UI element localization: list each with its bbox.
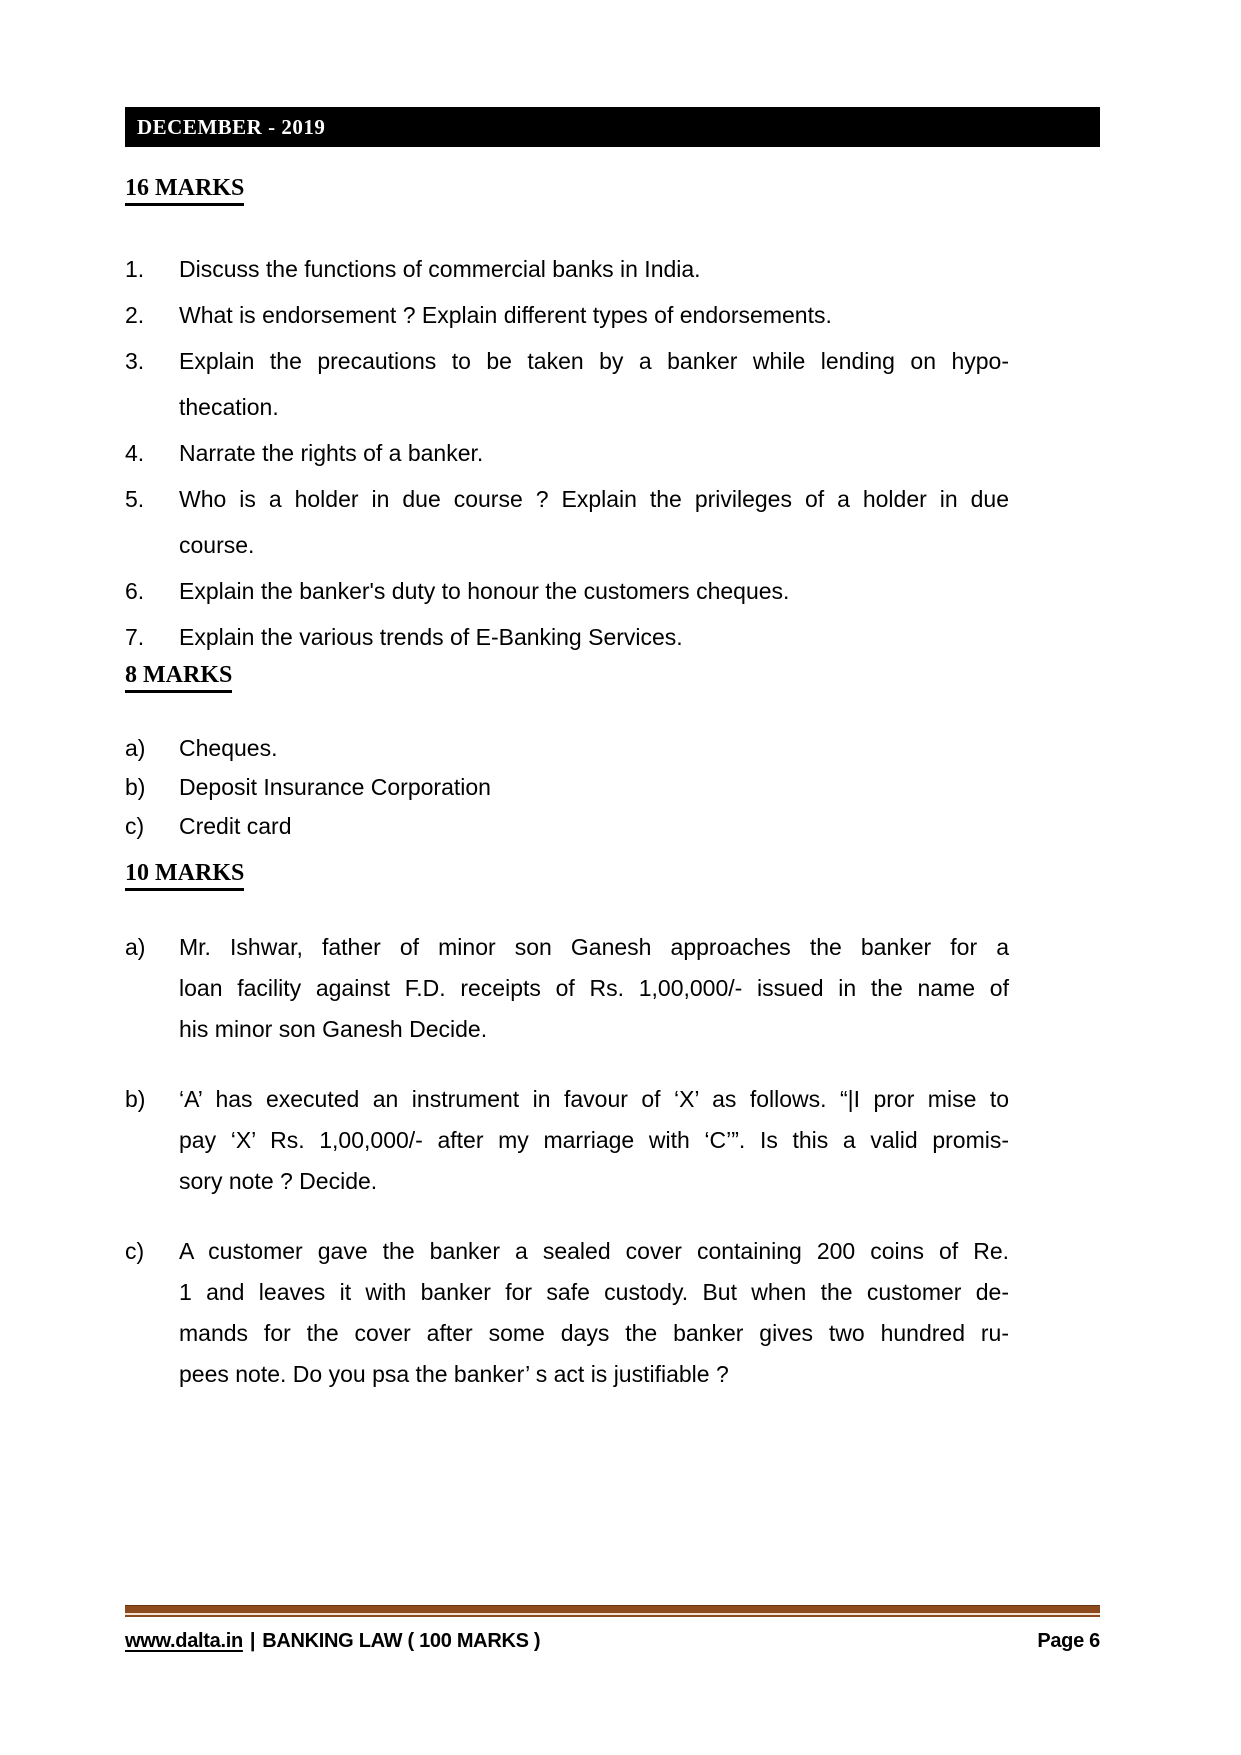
case-letter: b) — [125, 1086, 146, 1112]
case-text: A customer gave the banker a sealed cover containing 200 coins of Re. 1 and leaves it with banker for safe custody. But when the customer de- mands for the cover after some days the banker gives two hundred ru- pees note. Do you psa the banker’ s act is justifiable ? — [179, 1238, 1009, 1387]
question-text: Explain the various trends of E-Banking Services. — [179, 624, 683, 650]
topic-item — [125, 729, 1100, 768]
question-item — [125, 430, 1100, 476]
question-text: Discuss the functions of commercial banks in India. — [179, 256, 701, 282]
question-number: 6. — [125, 578, 145, 604]
question-text: Explain the precautions to be taken by a banker while lending on hypo- thecation. — [179, 348, 1009, 420]
case-item — [125, 1079, 1100, 1202]
footer-separator: | — [249, 1630, 256, 1652]
topic-text: Cheques. — [179, 735, 278, 761]
question-number: 3. — [125, 348, 145, 374]
question-text: Explain the banker's duty to honour the customers cheques. — [179, 578, 790, 604]
topic-text: Deposit Insurance Corporation — [179, 774, 491, 800]
case-item — [125, 1231, 1100, 1395]
section-heading-10-marks: 10 MARKS — [125, 860, 1100, 891]
question-number: 5. — [125, 486, 145, 512]
question-item — [125, 476, 1100, 568]
question-text: Who is a holder in due course ? Explain the privileges of a holder in due course. — [179, 486, 1009, 558]
footer — [125, 1630, 1100, 1653]
case-item — [125, 927, 1100, 1050]
question-text: What is endorsement ? Explain different types of endorsements. — [179, 302, 832, 328]
question-text: Narrate the rights of a banker. — [179, 440, 484, 466]
topic-item — [125, 807, 1100, 846]
page-number: Page 6 — [1037, 1630, 1100, 1652]
topic-list-8-marks — [125, 729, 1100, 846]
case-letter: a) — [125, 934, 146, 960]
topic-letter: c) — [125, 813, 145, 839]
question-number: 7. — [125, 624, 145, 650]
question-list-16-marks — [125, 246, 1100, 660]
question-number: 4. — [125, 440, 145, 466]
section-heading-16-marks: 16 MARKS — [125, 175, 1100, 206]
question-number: 1. — [125, 256, 145, 282]
question-item — [125, 338, 1100, 430]
section-heading-8-marks: 8 MARKS — [125, 662, 1100, 693]
topic-letter: a) — [125, 735, 146, 761]
case-letter: c) — [125, 1238, 145, 1264]
question-item — [125, 614, 1100, 660]
header-title: DECEMBER - 2019 — [137, 114, 326, 139]
header-bar — [125, 107, 1100, 147]
question-item — [125, 568, 1100, 614]
site-link[interactable]: www.dalta.in — [125, 1630, 243, 1652]
footer-left — [125, 1630, 540, 1653]
question-item — [125, 292, 1100, 338]
topic-letter: b) — [125, 774, 146, 800]
topic-item — [125, 768, 1100, 807]
footer-divider-rule — [125, 1605, 1100, 1617]
footer-course-title: BANKING LAW ( 100 MARKS ) — [262, 1630, 541, 1652]
case-text: Mr. Ishwar, father of minor son Ganesh approaches the banker for a loan facility against F.D. receipts of Rs. 1,00,000/- issued in the name of his minor son Ganesh Decide. — [179, 934, 1009, 1042]
topic-text: Credit card — [179, 813, 292, 839]
question-item — [125, 246, 1100, 292]
question-number: 2. — [125, 302, 145, 328]
case-text: ‘A’ has executed an instrument in favour of ‘X’ as follows. “|I pror mise to pay ‘X’ Rs. 1,00,000/- after my marriage with ‘C’”. Is this a valid promis- sory note ? Decide. — [179, 1086, 1009, 1194]
case-list-10-marks — [125, 927, 1100, 1395]
content-column — [125, 147, 1100, 1395]
